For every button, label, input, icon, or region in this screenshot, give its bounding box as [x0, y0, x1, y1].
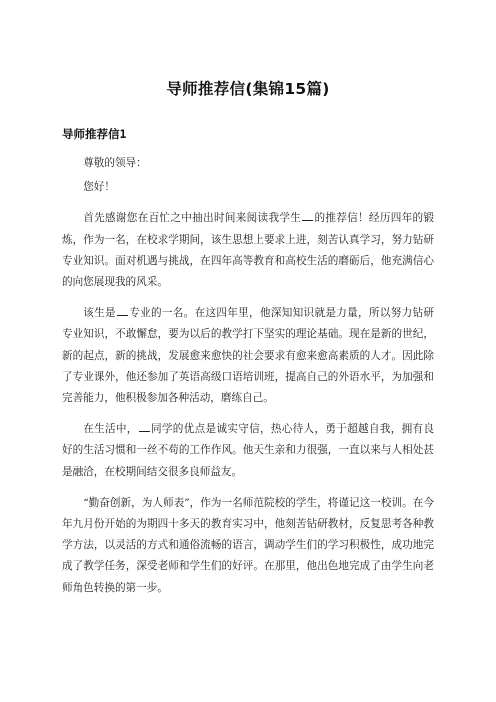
greeting: 您好！ [83, 181, 115, 194]
document-title: 导师推荐信(集锦15篇) [166, 80, 330, 98]
paragraph-3-text-b: 同学的优点是诚实守信，热心待人，勇于超越自我，拥有良好的生活习惯和一丝不苟的工作作风。他天生亲和力很强，一直以来与人相处甚是融洽，在校期间结交很多良师益友。 [62, 423, 435, 478]
paragraph-2-text-a: 该生是 [83, 307, 116, 320]
paragraph-4: “勤奋创新，为人师表”，作为一名师范院校的学生，将谨记这一校训。在今年九月份开始的为期四十多天的教育实习中，他刻苦钻研教材，反复思考各种教学方法，以灵活的方式和通俗流畅的语言，调动学生们的学习积极性，成功地完成了教学任务，深受老师和学生们的好评。在那里，他出色地完成了由学生向老师角色转换的第一步。 [62, 496, 434, 594]
paragraph-1 [62, 208, 434, 293]
letter-body [62, 153, 434, 609]
paragraph-3 [62, 419, 434, 483]
paragraph-1-text-a: 首先感谢您在百忙之中抽出时间来阅读我学生 [83, 212, 302, 225]
paragraph-1-text-b: 的推荐信！经历四年的锻炼，作为一名，在校求学期间，该生思想上要求上进，刻苦认真学习，努力钻研专业知识。面对机遇与挑战，在四年高等教育和高校生活的磨砺后，他充满信心的向您展现我的风采。 [62, 212, 435, 289]
paragraph-3-text-a: 在生活中， [83, 423, 138, 436]
name-blank [302, 210, 313, 221]
section-heading: 导师推荐信1 [62, 127, 127, 141]
paragraph-2 [62, 303, 434, 409]
student-blank [139, 421, 150, 432]
major-blank [117, 305, 128, 316]
paragraph-2-text-b: 专业的一名。在这四年里，他深知知识就是力量，所以努力钻研专业知识，不敢懈怠，要为以后的教学打下坚实的理论基础。现在是新的世纪，新的起点，新的挑战，发展愈来愈快的社会要求有愈来愈高素质的人才。因此除了专业课外，他还参加了英语高级口语培训班，提高自己的外语水平，为加强和完善能力，他积极参加各种活动，磨练自己。 [62, 307, 435, 405]
salutation: 尊敬的领导： [83, 157, 147, 169]
